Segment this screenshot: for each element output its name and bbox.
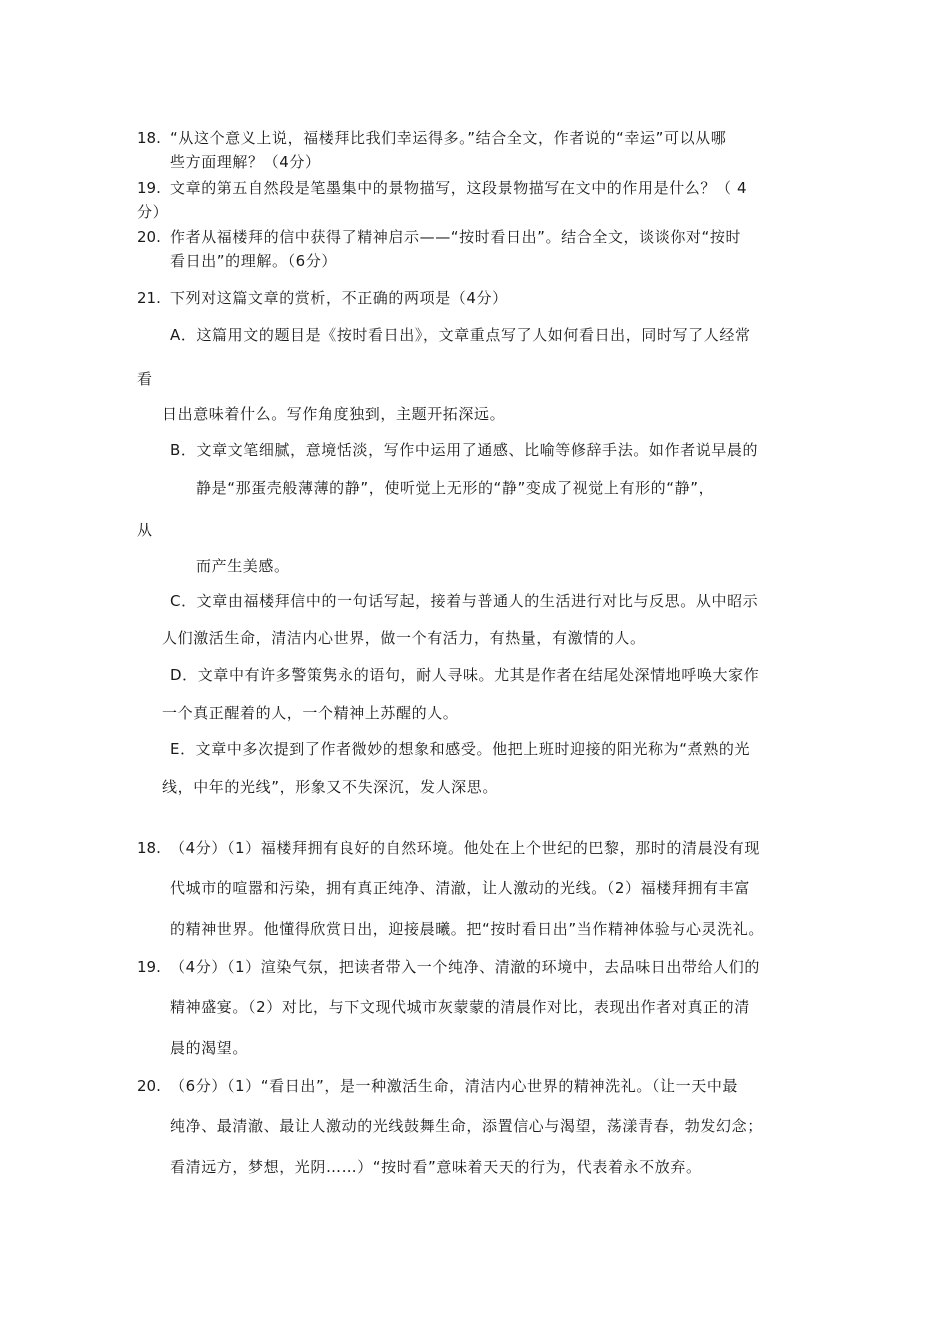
option-text-line: D．文章中有许多警策隽永的语句，耐人寻味。尤其是作者在结尾处深情地呼唤大家作 — [170, 666, 760, 684]
answer-number: 18. — [137, 839, 161, 857]
question-number: 19. — [137, 179, 161, 197]
answer-text-line: （4分）（1）渲染气氛，把读者带入一个纯净、清澈的环境中，去品味日出带给人们的 — [170, 958, 760, 976]
answer-text-line: （4分）（1）福楼拜拥有良好的自然环境。他处在上个世纪的巴黎，那时的清晨没有现 — [170, 839, 760, 857]
question-text-line: 些方面理解？（4分） — [170, 153, 321, 171]
option-text-line: 线，中年的光线”，形象又不失深沉，发人深思。 — [162, 778, 498, 796]
question-number: 21. — [137, 289, 161, 307]
question-text-line: 下列对这篇文章的赏析，不正确的两项是（4分） — [170, 289, 508, 307]
option-text-line: 人们激活生命，清洁内心世界，做一个有活力，有热量，有激情的人。 — [162, 629, 646, 647]
answer-number: 20. — [137, 1077, 161, 1095]
answer-text-line: 纯净、最清澈、最让人激动的光线鼓舞生命，添置信心与渴望，荡漾青春，勃发幻念； — [170, 1117, 763, 1135]
question-text-line: 分） — [137, 203, 169, 221]
option-text-line: 看 — [137, 370, 153, 388]
option-text-line: 一个真正醒着的人，一个精神上苏醒的人。 — [162, 704, 459, 722]
option-text-line: 静是“那蛋壳般薄薄的静”，使听觉上无形的“静”变成了视觉上有形的“静”， — [196, 479, 715, 497]
option-text-line: C．文章由福楼拜信中的一句话写起，接着与普通人的生活进行对比与反思。从中昭示 — [170, 592, 759, 610]
option-text-line: A．这篇用文的题目是《按时看日出》，文章重点写了人如何看日出，同时写了人经常 — [170, 326, 751, 344]
question-number: 20. — [137, 228, 161, 246]
answer-text-line: 的精神世界。他懂得欣赏日出，迎接晨曦。把“按时看日出”当作精神体验与心灵洗礼。 — [170, 920, 764, 938]
option-text-line: B．文章文笔细腻，意境恬淡，写作中运用了通感、比喻等修辞手法。如作者说早晨的 — [170, 441, 759, 459]
question-text-line: 作者从福楼拜的信中获得了精神启示——“按时看日出”。结合全文，谈谈你对“按时 — [170, 228, 742, 246]
question-number: 18. — [137, 129, 161, 147]
option-text-line: 而产生美感。 — [196, 557, 290, 575]
question-text-line: “从这个意义上说，福楼拜比我们幸运得多。”结合全文，作者说的“幸运”可以从哪 — [170, 129, 727, 147]
answer-number: 19. — [137, 958, 161, 976]
question-text-line: 文章的第五自然段是笔墨集中的景物描写，这段景物描写在文中的作用是什么？（ 4 — [170, 179, 748, 197]
answer-text-line: （6分）（1）“看日出”，是一种激活生命，清洁内心世界的精神洗礼。（让一天中最 — [170, 1077, 739, 1095]
question-text-line: 看日出”的理解。（6分） — [170, 252, 338, 270]
answer-text-line: 精神盛宴。（2）对比，与下文现代城市灰蒙蒙的清晨作对比，表现出作者对真正的清 — [170, 998, 750, 1016]
answer-text-line: 看清远方，梦想，光阴……）“按时看”意味着天天的行为，代表着永不放弃。 — [170, 1158, 702, 1176]
option-text-line: 从 — [137, 521, 153, 539]
answer-text-line: 代城市的喧嚣和污染，拥有真正纯净、清澈，让人激动的光线。（2）福楼拜拥有丰富 — [170, 879, 750, 897]
answer-text-line: 晨的渴望。 — [170, 1039, 249, 1057]
option-text-line: E．文章中多次提到了作者微妙的想象和感受。他把上班时迎接的阳光称为“煮熟的光 — [170, 740, 751, 758]
option-text-line: 日出意味着什么。写作角度独到，主题开拓深远。 — [162, 405, 506, 423]
